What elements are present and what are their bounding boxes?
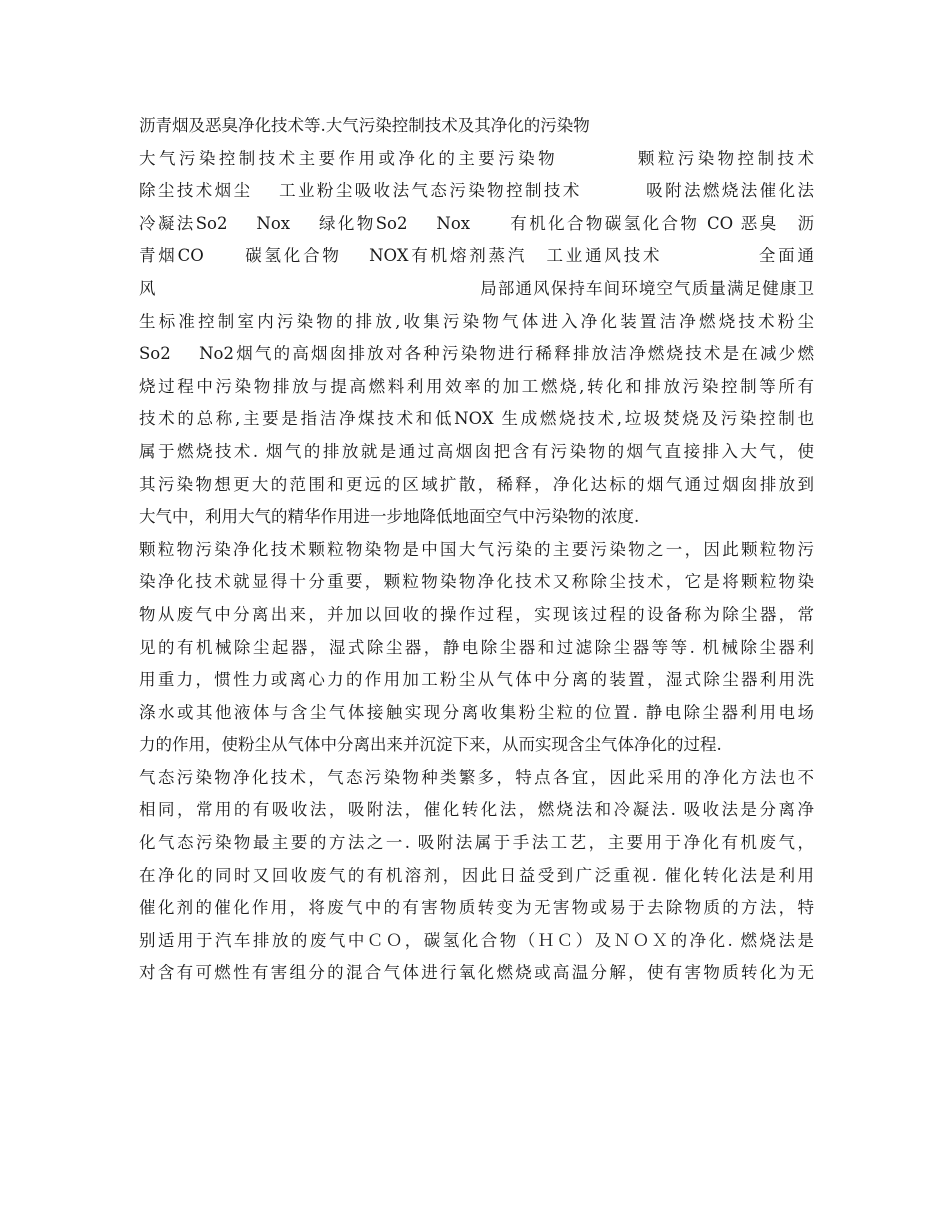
text-line: 青烟CO 碳氢化合物 NOX有机熔剂蒸汽 工业通风技术 全面通 — [139, 246, 814, 266]
text-line: 力的作用，使粉尘从气体中分离出来并沉淀下来，从而实现含尘气体净化的过程. — [139, 735, 722, 755]
text-line: 生标准控制室内污染物的排放,收集污染物气体进入净化装置洁净燃烧技术粉尘 — [139, 311, 814, 331]
text-line: 除尘技术烟尘 工业粉尘吸收法气态污染物控制技术 吸附法燃烧法催化法 — [139, 181, 814, 201]
text-line: 大气中，利用大气的精华作用进一步地降低地面空气中污染物的浓度. — [139, 507, 640, 527]
text-line: 涤水或其他液体与含尘气体接触实现分离收集粉尘粒的位置. 静电除尘器利用电场 — [139, 702, 814, 722]
text-line: 气态污染物净化技术，气态污染物种类繁多，特点各宜，因此采用的净化方法也不 — [139, 767, 814, 787]
text-line: 用重力，惯性力或离心力的作用加工粉尘从气体中分离的装置，湿式除尘器利用洗 — [139, 670, 814, 690]
text-line: 沥青烟及恶臭净化技术等.大气污染控制技术及其净化的污染物 — [139, 116, 590, 135]
text-line: 冷凝法So2 Nox 绿化物So2 Nox 有机化合物碳氢化合物 CO 恶臭 沥 — [139, 213, 814, 233]
text-line: 风 局部通风保持车间环境空气质量满足健康卫 — [139, 278, 814, 298]
text-line: 技术的总称,主要是指洁净煤技术和低NOX 生成燃烧技术,垃圾焚烧及污染控制也 — [139, 409, 814, 429]
text-line: 别适用于汽车排放的废气中ＣＯ，碳氢化合物（ＨＣ）及ＮＯＸ的净化. 燃烧法是 — [139, 930, 814, 950]
text-line: 颗粒物污染净化技术颗粒物染物是中国大气污染的主要污染物之一，因此颗粒物污 — [139, 539, 814, 559]
text-line: 对含有可燃性有害组分的混合气体进行氧化燃烧或高温分解，使有害物质转化为无 — [139, 963, 814, 983]
text-line: 属于燃烧技术. 烟气的排放就是通过高烟囱把含有污染物的烟气直接排入大气，使 — [139, 441, 814, 461]
text-line: 化气态污染物最主要的方法之一. 吸附法属于手法工艺，主要用于净化有机废气， — [139, 833, 814, 853]
document-page — [139, 110, 814, 990]
text-line: 见的有机械除尘起器，湿式除尘器，静电除尘器和过滤除尘器等等. 机械除尘器利 — [139, 637, 814, 657]
text-line: 相同，常用的有吸收法，吸附法，催化转化法，燃烧法和冷凝法. 吸收法是分离净 — [139, 800, 814, 820]
text-line: 烧过程中污染物排放与提高燃料利用效率的加工燃烧,转化和排放污染控制等所有 — [139, 376, 814, 396]
text-line: 催化剂的催化作用，将废气中的有害物质转变为无害物或易于去除物质的方法，特 — [139, 898, 814, 918]
text-line: 在净化的同时又回收废气的有机溶剂，因此日益受到广泛重视. 催化转化法是利用 — [139, 865, 814, 885]
text-line: 大气污染控制技术主要作用或净化的主要污染物 颗粒污染物控制技术 — [139, 148, 814, 168]
text-line: 物从废气中分离出来，并加以回收的操作过程，实现该过程的设备称为除尘器，常 — [139, 604, 814, 624]
text-line: 染净化技术就显得十分重要，颗粒物染物净化技术又称除尘技术，它是将颗粒物染 — [139, 572, 814, 592]
text-line: So2 No2烟气的高烟囱排放对各种污染物进行稀释排放洁净燃烧技术是在减少燃 — [139, 344, 814, 364]
text-line: 其污染物想更大的范围和更远的区域扩散，稀释，净化达标的烟气通过烟囱排放到 — [139, 474, 814, 494]
